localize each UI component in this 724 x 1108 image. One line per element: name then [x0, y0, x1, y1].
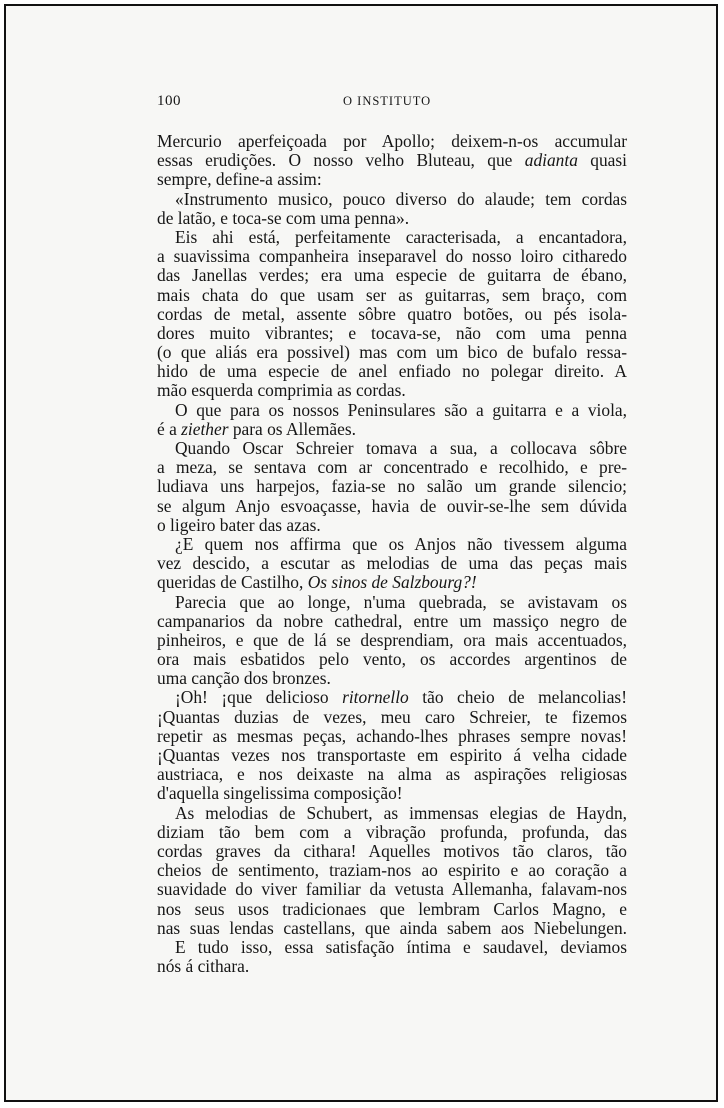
text-line: Quando Oscar Schreier tomava a sua, a collocava sôbre: [175, 439, 627, 458]
text-line: ¿E quem nos affirma que os Anjos não tivessem alguma: [175, 534, 627, 554]
text-line: d'aquella singelissima composição!: [157, 783, 403, 804]
text-line: cheios de sentimento, traziam-nos ao espirito e ao coração a: [157, 861, 627, 881]
text-line: o ligeiro bater das azas.: [157, 514, 321, 535]
text-line: ludiava uns harpejos, fazia-se no salão um grande silencio;: [157, 477, 627, 497]
text-line: pinheiros, e que de lá se desprendiam, ora mais accentuados,: [157, 630, 627, 650]
running-title: O INSTITUTO: [343, 94, 432, 108]
text-line: ¡Oh! ¡que delicioso ritornello tão cheio de melancolias!: [175, 688, 627, 708]
text-line: cordas graves da cithara! Aquelles motivos tão claros, tão: [157, 841, 627, 861]
text-line: campanarios da nobre cathedral, entre um massiço negro de: [157, 611, 627, 631]
text-line: queridas de Castilho, Os sinos de Salzbourg?!: [157, 572, 477, 593]
text-line: mão esquerda comprimia as cordas.: [157, 380, 406, 401]
text-line: As melodias de Schubert, as immensas elegias de Haydn,: [175, 803, 627, 823]
text-line: (o que aliás era possivel) mas com um bico de bufalo ressa-: [157, 343, 627, 363]
text-line: ¡Quantas duzias de vezes, meu caro Schreier, te fizemos: [157, 707, 627, 727]
text-line: nas suas lendas castellans, que ainda sabem aos Niebelungen.: [157, 918, 627, 938]
text-line: é a ziether para os Allemães.: [157, 418, 356, 439]
text-line: Parecia que ao longe, n'uma quebrada, se avistavam os: [175, 592, 627, 612]
text-line: uma canção dos bronzes.: [157, 668, 331, 689]
text-line: hido de uma especie de anel enfiado no polegar direito. A: [157, 362, 627, 382]
page-header: [157, 93, 627, 113]
text-line: vez descido, a escutar as melodias de uma das peças mais: [157, 554, 627, 574]
text-line: de latão, e toca-se com uma penna».: [157, 207, 410, 228]
text-line: nós á cithara.: [157, 956, 250, 977]
text-line: suavidade do viver familiar da vetusta Allemanha, falavam-nos: [157, 880, 627, 900]
body-text: [157, 132, 627, 976]
text-line: se algum Anjo esvoaçasse, havia de ouvir-se-lhe sem dúvida: [157, 496, 627, 516]
text-line: nos seus usos tradicionaes que lembram Carlos Magno, e: [157, 899, 627, 919]
text-line: a meza, se sentava com ar concentrado e recolhido, e pre-: [157, 458, 627, 478]
text-line: E tudo isso, essa satisfação íntima e saudavel, deviamos: [175, 937, 627, 957]
text-line: «Instrumento musico, pouco diverso do alaude; tem cordas: [175, 189, 627, 209]
text-line: cordas de metal, assente sôbre quatro botões, ou pés isola-: [157, 304, 627, 324]
text-line: ¡Quantas vezes nos transportaste em espirito á velha cidade: [157, 746, 627, 765]
page-number: 100: [157, 93, 181, 109]
text-line: Mercurio aperfeiçoada por Apollo; deixem-n-os accumular: [157, 132, 627, 151]
text-line: repetir as mesmas peças, achando-lhes phrases sempre novas!: [157, 726, 627, 746]
text-line: sempre, define-a assim:: [157, 169, 322, 190]
text-line: ora mais esbatidos pelo vento, os accordes argentinos de: [157, 650, 627, 670]
text-line: das Janellas verdes; era uma especie de guitarra de ébano,: [157, 266, 627, 286]
text-line: essas erudições. O nosso velho Bluteau, que adianta quasi: [157, 151, 627, 171]
text-line: austriaca, e nos deixaste na alma as aspirações religiosas: [157, 765, 627, 785]
text-line: O que para os nossos Peninsulares são a guitarra e a viola,: [175, 400, 627, 420]
text-line: diziam tão bem com a vibração profunda, profunda, das: [157, 822, 627, 842]
text-line: a suavissima companheira inseparavel do nosso loiro citharedo: [157, 247, 627, 267]
text-line: dores muito vibrantes; e tocava-se, não com uma penna: [157, 323, 627, 343]
text-line: mais chata do que usam ser as guitarras, sem braço, com: [157, 285, 627, 305]
text-line: Eis ahi está, perfeitamente caracterisada, a encantadora,: [175, 227, 627, 247]
